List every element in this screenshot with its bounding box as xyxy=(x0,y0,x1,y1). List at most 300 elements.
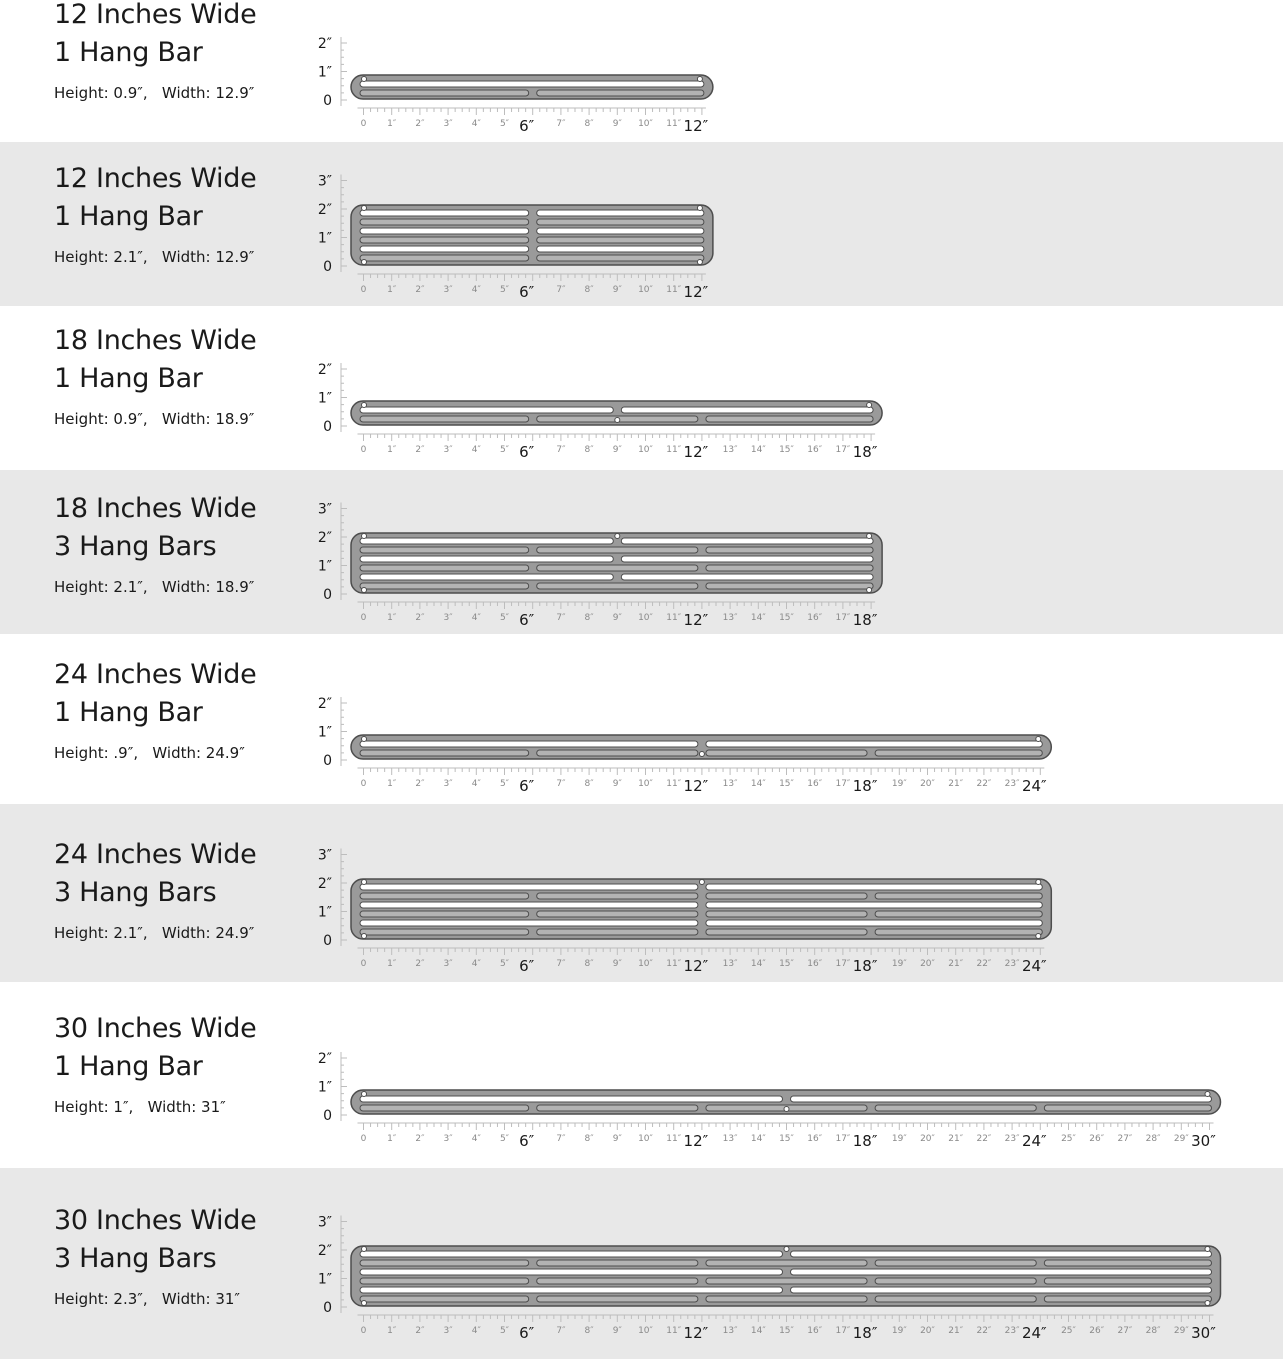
size-title: 24 Inches Wide xyxy=(54,659,257,690)
hang-slot xyxy=(360,90,529,96)
mounting-hole xyxy=(784,1107,789,1112)
hang-slot xyxy=(360,556,613,562)
height-tick-label: 0 xyxy=(323,419,332,435)
dimensions-text: Height: .9″, Width: 24.9″ xyxy=(54,744,245,762)
width-tick-label: 8″ xyxy=(584,779,594,789)
width-tick-label: 8″ xyxy=(584,285,594,295)
height-tick-label: 2″ xyxy=(317,876,332,892)
hanger-plate xyxy=(351,879,1051,939)
dimensions-text: Height: 2.3″, Width: 31″ xyxy=(54,1290,241,1308)
hang-slot xyxy=(706,583,873,589)
hang-slot xyxy=(537,893,698,899)
width-tick-label: 23″ xyxy=(1004,1326,1020,1336)
width-tick-label: 15″ xyxy=(779,779,794,789)
mounting-hole xyxy=(867,588,872,593)
hang-slot xyxy=(875,1296,1036,1302)
width-tick-label: 25″ xyxy=(1061,1326,1076,1336)
size-title: 30 Inches Wide xyxy=(54,1013,257,1044)
hang-slot xyxy=(706,741,1042,747)
width-tick-label: 8″ xyxy=(584,1326,594,1336)
width-tick-label: 14″ xyxy=(750,613,766,623)
width-major-tick-label: 12″ xyxy=(683,443,709,461)
hang-slot xyxy=(791,1269,1212,1275)
hang-slot xyxy=(537,1105,698,1111)
width-major-tick-label: 6″ xyxy=(519,957,535,975)
height-tick-label: 1″ xyxy=(317,724,332,741)
width-tick-label: 0 xyxy=(360,613,367,623)
hang-slot xyxy=(706,750,867,756)
height-tick-label: 0 xyxy=(323,933,332,949)
width-major-tick-label: 6″ xyxy=(519,1132,535,1150)
width-tick-label: 13″ xyxy=(722,1134,738,1144)
height-ruler xyxy=(318,36,347,109)
width-tick-label: 19″ xyxy=(891,1134,907,1144)
width-tick-label: 14″ xyxy=(750,445,766,455)
width-tick-label: 16″ xyxy=(807,1134,823,1144)
width-tick-label: 26″ xyxy=(1089,1326,1105,1336)
width-tick-label: 13″ xyxy=(722,445,738,455)
width-tick-label: 7″ xyxy=(556,1326,566,1336)
hang-slot xyxy=(537,583,698,589)
mounting-hole xyxy=(699,752,704,757)
hang-slot xyxy=(791,1096,1212,1102)
width-major-tick-label: 18″ xyxy=(852,1324,878,1342)
hang-slot xyxy=(360,1296,529,1302)
width-tick-label: 2″ xyxy=(415,119,425,129)
mounting-hole xyxy=(362,260,367,265)
hang-slot xyxy=(621,574,873,580)
width-tick-label: 10″ xyxy=(638,119,653,129)
hang-bar-count: 1 Hang Bar xyxy=(54,1051,203,1082)
width-tick-label: 16″ xyxy=(807,445,823,455)
width-major-tick-label: 6″ xyxy=(519,443,535,461)
width-tick-label: 13″ xyxy=(722,959,738,969)
hanger-diagram xyxy=(318,1051,1221,1150)
hang-slot xyxy=(537,911,698,917)
width-tick-label: 8″ xyxy=(584,119,594,129)
width-tick-label: 9″ xyxy=(612,779,622,789)
width-tick-label: 3″ xyxy=(443,1134,453,1144)
width-tick-label: 2″ xyxy=(415,613,425,623)
mounting-hole xyxy=(1205,1247,1210,1252)
hanger-diagram xyxy=(318,696,1051,795)
width-major-tick-label: 12″ xyxy=(683,283,709,301)
dimensions-text: Height: 0.9″, Width: 12.9″ xyxy=(54,84,255,102)
width-tick-label: 14″ xyxy=(750,959,766,969)
hang-slot xyxy=(621,556,873,562)
width-tick-label: 10″ xyxy=(638,613,653,623)
width-tick-label: 8″ xyxy=(584,959,594,969)
hang-slot xyxy=(537,210,704,216)
width-tick-label: 0 xyxy=(360,119,367,129)
hang-slot xyxy=(360,1287,783,1293)
width-tick-label: 1″ xyxy=(387,119,397,129)
width-tick-label: 15″ xyxy=(779,445,794,455)
width-tick-label: 4″ xyxy=(471,119,481,129)
mounting-hole xyxy=(615,418,620,423)
hanger-diagram xyxy=(318,848,1051,976)
hang-slot xyxy=(360,902,698,908)
width-tick-label: 11″ xyxy=(666,779,682,789)
width-tick-label: 16″ xyxy=(807,1326,823,1336)
width-tick-label: 14″ xyxy=(750,1134,766,1144)
dimensions-text: Height: 2.1″, Width: 18.9″ xyxy=(54,578,255,596)
size-title: 18 Inches Wide xyxy=(54,493,257,524)
height-tick-label: 2″ xyxy=(317,1243,332,1259)
hanger-diagram xyxy=(318,174,713,302)
hang-bar-count: 1 Hang Bar xyxy=(54,363,203,394)
hang-slot xyxy=(360,538,613,544)
hang-slot xyxy=(360,219,529,225)
width-tick-label: 15″ xyxy=(779,613,794,623)
width-tick-label: 22″ xyxy=(976,779,992,789)
width-major-tick-label: 12″ xyxy=(683,1324,709,1342)
hang-slot xyxy=(360,255,529,261)
height-tick-label: 3″ xyxy=(317,1214,332,1231)
width-tick-label: 22″ xyxy=(976,959,992,969)
width-major-tick-label: 12″ xyxy=(683,777,709,795)
width-tick-label: 22″ xyxy=(976,1326,992,1336)
hanger-plate xyxy=(351,1090,1221,1114)
width-tick-label: 2″ xyxy=(415,779,425,789)
width-tick-label: 11″ xyxy=(666,613,682,623)
width-major-tick-label: 6″ xyxy=(519,611,535,629)
hang-slot xyxy=(537,1260,698,1266)
hang-slot xyxy=(706,920,1042,926)
width-tick-label: 2″ xyxy=(415,959,425,969)
mounting-hole xyxy=(784,1247,789,1252)
width-tick-label: 11″ xyxy=(666,959,682,969)
width-tick-label: 20″ xyxy=(920,1326,935,1336)
mounting-hole xyxy=(362,534,367,539)
height-tick-label: 2″ xyxy=(317,696,332,712)
width-tick-label: 11″ xyxy=(666,285,682,295)
hang-slot xyxy=(360,565,529,571)
width-major-tick-label: 18″ xyxy=(852,611,878,629)
width-tick-label: 0 xyxy=(360,779,367,789)
width-tick-label: 17″ xyxy=(835,1326,851,1336)
width-tick-label: 9″ xyxy=(612,119,622,129)
width-tick-label: 26″ xyxy=(1089,1134,1105,1144)
width-major-tick-label: 18″ xyxy=(852,1132,878,1150)
hang-slot xyxy=(360,920,698,926)
width-tick-label: 15″ xyxy=(779,959,794,969)
hang-slot xyxy=(537,750,698,756)
hang-bar-count: 3 Hang Bars xyxy=(54,531,217,562)
width-tick-label: 5″ xyxy=(499,613,510,623)
hang-slot xyxy=(537,90,704,96)
height-tick-label: 2″ xyxy=(317,530,332,546)
width-tick-label: 4″ xyxy=(471,445,481,455)
height-tick-label: 2″ xyxy=(317,202,332,218)
width-tick-label: 2″ xyxy=(415,445,425,455)
height-tick-label: 3″ xyxy=(317,501,332,518)
width-tick-label: 4″ xyxy=(471,613,481,623)
width-tick-label: 7″ xyxy=(556,613,566,623)
width-tick-label: 14″ xyxy=(750,1326,766,1336)
hang-slot xyxy=(791,1287,1212,1293)
hang-slot xyxy=(537,565,698,571)
width-ruler xyxy=(358,108,709,135)
mounting-hole xyxy=(362,737,367,742)
height-tick-label: 1″ xyxy=(317,64,332,81)
width-tick-label: 17″ xyxy=(835,1134,851,1144)
size-title: 18 Inches Wide xyxy=(54,325,257,356)
width-ruler xyxy=(358,1123,1217,1150)
hang-slot xyxy=(360,210,529,216)
width-tick-label: 21″ xyxy=(948,1134,964,1144)
width-tick-label: 20″ xyxy=(920,1134,935,1144)
width-ruler xyxy=(358,274,709,301)
height-tick-label: 2″ xyxy=(317,36,332,52)
hang-slot xyxy=(537,246,704,252)
hanger-diagram xyxy=(318,502,882,630)
hang-slot xyxy=(360,416,529,422)
hang-slot xyxy=(706,893,867,899)
height-tick-label: 0 xyxy=(323,587,332,603)
width-tick-label: 22″ xyxy=(976,1134,992,1144)
width-tick-label: 17″ xyxy=(835,959,851,969)
hang-slot xyxy=(360,228,529,234)
hang-slot xyxy=(875,750,1042,756)
mounting-hole xyxy=(697,260,702,265)
hang-slot xyxy=(360,407,613,413)
width-tick-label: 4″ xyxy=(471,779,481,789)
width-tick-label: 11″ xyxy=(666,1326,682,1336)
height-ruler xyxy=(318,848,347,950)
mounting-hole xyxy=(362,206,367,211)
mounting-hole xyxy=(362,934,367,939)
width-tick-label: 5″ xyxy=(499,1134,510,1144)
width-ruler xyxy=(358,948,1048,975)
hang-slot xyxy=(360,1269,783,1275)
hang-slot xyxy=(875,893,1042,899)
width-tick-label: 11″ xyxy=(666,119,682,129)
size-title: 12 Inches Wide xyxy=(54,163,257,194)
width-tick-label: 7″ xyxy=(556,285,566,295)
width-tick-label: 19″ xyxy=(891,1326,907,1336)
width-major-tick-label: 6″ xyxy=(519,777,535,795)
width-tick-label: 23″ xyxy=(1004,779,1020,789)
hang-slot xyxy=(791,1251,1212,1257)
width-tick-label: 0 xyxy=(360,285,367,295)
hang-bar-count: 1 Hang Bar xyxy=(54,201,203,232)
width-tick-label: 11″ xyxy=(666,1134,682,1144)
mounting-hole xyxy=(362,77,367,82)
width-tick-label: 4″ xyxy=(471,959,481,969)
hang-slot xyxy=(360,1251,783,1257)
hang-slot xyxy=(706,547,873,553)
hang-slot xyxy=(1044,1105,1211,1111)
hang-slot xyxy=(706,1296,867,1302)
width-tick-label: 29″ xyxy=(1173,1326,1189,1336)
hang-slot xyxy=(537,929,698,935)
width-tick-label: 10″ xyxy=(638,445,653,455)
hang-slot xyxy=(360,81,704,87)
hang-slot xyxy=(706,565,873,571)
mounting-hole xyxy=(362,403,367,408)
dimensions-text: Height: 2.1″, Width: 12.9″ xyxy=(54,248,255,266)
mounting-hole xyxy=(1036,737,1041,742)
hanger-plate xyxy=(351,75,713,99)
hang-slot xyxy=(360,1096,783,1102)
hang-slot xyxy=(706,884,1042,890)
width-major-tick-label: 12″ xyxy=(683,1132,709,1150)
hang-slot xyxy=(875,1278,1036,1284)
hang-slot xyxy=(360,911,529,917)
hang-slot xyxy=(537,547,698,553)
width-tick-label: 0 xyxy=(360,1134,367,1144)
height-tick-label: 1″ xyxy=(317,904,332,921)
mounting-hole xyxy=(1205,1092,1210,1097)
width-major-tick-label: 24″ xyxy=(1021,1324,1047,1342)
width-tick-label: 21″ xyxy=(948,1326,964,1336)
width-tick-label: 0 xyxy=(360,445,367,455)
height-tick-label: 1″ xyxy=(317,390,332,407)
width-major-tick-label: 24″ xyxy=(1021,957,1047,975)
hang-slot xyxy=(360,929,529,935)
width-tick-label: 5″ xyxy=(499,959,510,969)
width-major-tick-label: 6″ xyxy=(519,1324,535,1342)
width-major-tick-label: 30″ xyxy=(1191,1324,1216,1342)
width-major-tick-label: 18″ xyxy=(852,443,878,461)
hang-slot xyxy=(360,1278,529,1284)
size-title: 12 Inches Wide xyxy=(54,0,257,30)
mounting-hole xyxy=(867,534,872,539)
size-title: 30 Inches Wide xyxy=(54,1205,257,1236)
width-tick-label: 0 xyxy=(360,959,367,969)
width-tick-label: 15″ xyxy=(779,1134,794,1144)
hang-slot xyxy=(537,237,704,243)
hanger-diagram xyxy=(318,36,713,135)
width-tick-label: 5″ xyxy=(499,779,510,789)
hang-slot xyxy=(706,902,1042,908)
height-tick-label: 0 xyxy=(323,1108,332,1124)
hanger-plate xyxy=(351,735,1051,759)
width-tick-label: 2″ xyxy=(415,1326,425,1336)
width-tick-label: 0 xyxy=(360,1326,367,1336)
width-tick-label: 9″ xyxy=(612,959,622,969)
width-tick-label: 21″ xyxy=(948,959,964,969)
mounting-hole xyxy=(697,77,702,82)
height-tick-label: 0 xyxy=(323,1300,332,1316)
width-tick-label: 27″ xyxy=(1117,1134,1133,1144)
width-tick-label: 28″ xyxy=(1145,1326,1161,1336)
width-ruler xyxy=(358,768,1048,795)
width-tick-label: 2″ xyxy=(415,285,425,295)
mounting-hole xyxy=(362,1301,367,1306)
width-tick-label: 5″ xyxy=(499,445,510,455)
hang-bar-count: 3 Hang Bars xyxy=(54,1243,217,1274)
width-tick-label: 5″ xyxy=(499,285,510,295)
width-tick-label: 10″ xyxy=(638,1326,653,1336)
width-tick-label: 4″ xyxy=(471,1134,481,1144)
width-major-tick-label: 6″ xyxy=(519,283,535,301)
hanger-diagram xyxy=(318,1215,1221,1343)
width-tick-label: 1″ xyxy=(387,779,397,789)
hang-slot xyxy=(360,750,529,756)
hang-slot xyxy=(706,1260,867,1266)
width-tick-label: 1″ xyxy=(387,1134,397,1144)
height-ruler xyxy=(318,1051,347,1124)
height-tick-label: 0 xyxy=(323,259,332,275)
dimensions-text: Height: 2.1″, Width: 24.9″ xyxy=(54,924,255,942)
width-tick-label: 3″ xyxy=(443,1326,453,1336)
hang-slot xyxy=(360,246,529,252)
width-major-tick-label: 30″ xyxy=(1191,1132,1216,1150)
width-tick-label: 17″ xyxy=(835,445,851,455)
width-tick-label: 1″ xyxy=(387,285,397,295)
hang-slot xyxy=(360,1105,529,1111)
width-tick-label: 19″ xyxy=(891,779,907,789)
width-tick-label: 13″ xyxy=(722,779,738,789)
width-tick-label: 17″ xyxy=(835,613,851,623)
hang-slot xyxy=(360,574,613,580)
width-tick-label: 7″ xyxy=(556,779,566,789)
height-tick-label: 1″ xyxy=(317,1079,332,1096)
width-tick-label: 9″ xyxy=(612,1326,622,1336)
height-tick-label: 0 xyxy=(323,93,332,109)
hang-slot xyxy=(360,237,529,243)
mounting-hole xyxy=(867,403,872,408)
hang-slot xyxy=(537,228,704,234)
height-ruler xyxy=(318,174,347,276)
width-major-tick-label: 24″ xyxy=(1021,777,1047,795)
width-tick-label: 3″ xyxy=(443,285,453,295)
width-tick-label: 23″ xyxy=(1004,959,1020,969)
width-tick-label: 10″ xyxy=(638,959,653,969)
width-tick-label: 7″ xyxy=(556,959,566,969)
width-tick-label: 9″ xyxy=(612,285,622,295)
width-tick-label: 9″ xyxy=(612,445,622,455)
mounting-hole xyxy=(362,1092,367,1097)
height-tick-label: 2″ xyxy=(317,1051,332,1067)
hang-slot xyxy=(875,1260,1036,1266)
mounting-hole xyxy=(362,588,367,593)
width-tick-label: 8″ xyxy=(584,613,594,623)
width-major-tick-label: 12″ xyxy=(683,957,709,975)
hang-slot xyxy=(360,547,529,553)
width-tick-label: 19″ xyxy=(891,959,907,969)
hanger-plate xyxy=(351,401,882,425)
hang-slot xyxy=(360,893,529,899)
mounting-hole xyxy=(1036,934,1041,939)
hang-slot xyxy=(621,538,873,544)
width-tick-label: 1″ xyxy=(387,959,397,969)
hang-slot xyxy=(1044,1278,1211,1284)
width-tick-label: 1″ xyxy=(387,445,397,455)
mounting-hole xyxy=(699,880,704,885)
width-tick-label: 3″ xyxy=(443,119,453,129)
width-tick-label: 2″ xyxy=(415,1134,425,1144)
hang-slot xyxy=(706,416,873,422)
width-tick-label: 28″ xyxy=(1145,1134,1161,1144)
mounting-hole xyxy=(1036,880,1041,885)
width-tick-label: 5″ xyxy=(499,119,510,129)
hang-slot xyxy=(537,255,704,261)
width-tick-label: 7″ xyxy=(556,1134,566,1144)
width-tick-label: 27″ xyxy=(1117,1326,1133,1336)
width-tick-label: 23″ xyxy=(1004,1134,1020,1144)
width-tick-label: 9″ xyxy=(612,1134,622,1144)
width-tick-label: 5″ xyxy=(499,1326,510,1336)
hang-slot xyxy=(360,1260,529,1266)
width-tick-label: 13″ xyxy=(722,613,738,623)
width-tick-label: 9″ xyxy=(612,613,622,623)
hanger-plate xyxy=(351,1246,1221,1306)
height-tick-label: 1″ xyxy=(317,230,332,247)
hang-slot xyxy=(706,929,867,935)
